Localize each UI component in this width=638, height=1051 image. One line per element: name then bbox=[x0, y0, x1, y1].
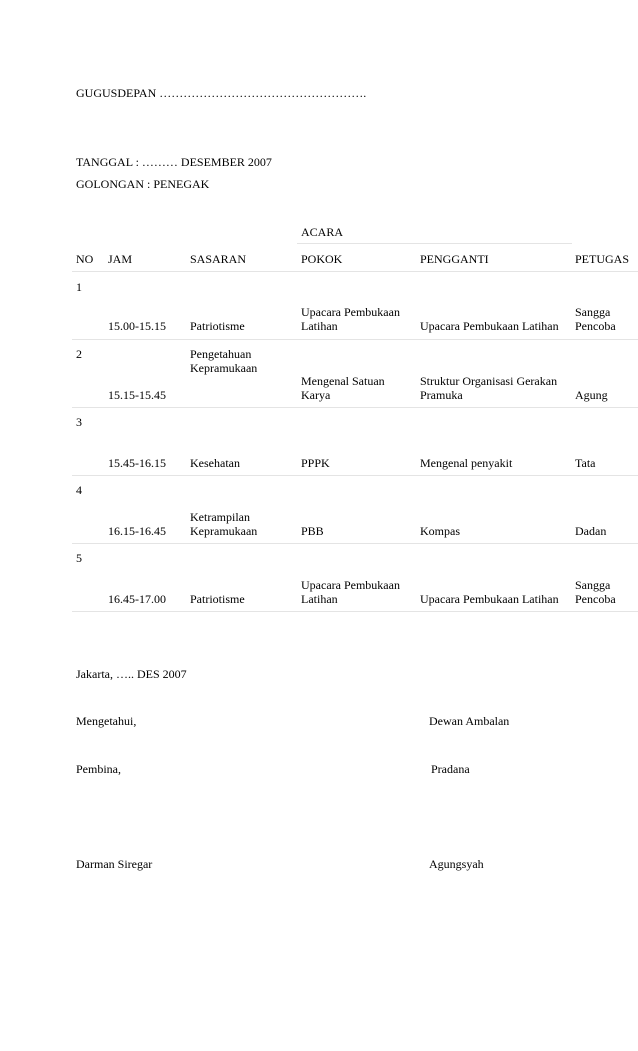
row-target: Pengetahuan bbox=[190, 347, 252, 361]
row-officer: Dadan bbox=[575, 524, 607, 538]
row-number: 3 bbox=[76, 415, 82, 429]
row-target: Kepramukaan bbox=[190, 524, 258, 538]
pradana-name: Agungsyah bbox=[429, 857, 484, 871]
row-officer: Tata bbox=[575, 456, 596, 470]
row-target: Ketrampilan bbox=[190, 510, 250, 524]
pradana-label: Pradana bbox=[431, 762, 470, 776]
row-number: 1 bbox=[76, 280, 82, 294]
row-time: 15.45-16.15 bbox=[108, 456, 166, 470]
pembina-name: Darman Siregar bbox=[76, 857, 153, 871]
row-substitute: Upacara Pembukaan Latihan bbox=[420, 592, 559, 606]
row-rule bbox=[72, 611, 638, 612]
row-substitute: Mengenal penyakit bbox=[420, 456, 513, 470]
row-substitute: Upacara Pembukaan Latihan bbox=[420, 319, 559, 333]
row-rule bbox=[72, 339, 638, 340]
column-header-petugas: PETUGAS bbox=[575, 252, 630, 266]
council-label: Dewan Ambalan bbox=[429, 714, 510, 728]
row-time: 16.15-16.45 bbox=[108, 524, 166, 538]
column-header-sasaran: SASARAN bbox=[190, 252, 247, 266]
row-target: Patriotisme bbox=[190, 592, 245, 606]
acknowledge-label: Mengetahui, bbox=[76, 714, 137, 728]
column-header-jam: JAM bbox=[108, 252, 133, 266]
row-officer: Pencoba bbox=[575, 319, 616, 333]
row-rule bbox=[72, 407, 638, 408]
header-rule bbox=[72, 271, 638, 272]
row-officer: Sangga bbox=[575, 305, 611, 319]
row-topic: Latihan bbox=[301, 592, 338, 606]
row-officer: Pencoba bbox=[575, 592, 616, 606]
row-rule bbox=[72, 543, 638, 544]
pembina-label: Pembina, bbox=[76, 762, 121, 776]
gugusdepan-line: GUGUSDEPAN ……………………………………………. bbox=[76, 86, 367, 100]
row-substitute: Kompas bbox=[420, 524, 460, 538]
row-topic: PBB bbox=[301, 524, 324, 538]
row-topic: Latihan bbox=[301, 319, 338, 333]
row-target: Kepramukaan bbox=[190, 361, 258, 375]
row-time: 16.45-17.00 bbox=[108, 592, 166, 606]
row-topic: Karya bbox=[301, 388, 331, 402]
row-officer: Agung bbox=[575, 388, 608, 402]
column-header-pokok: POKOK bbox=[301, 252, 343, 266]
acara-group-header: ACARA bbox=[301, 225, 344, 239]
place-date: Jakarta, ….. DES 2007 bbox=[76, 667, 187, 681]
row-target: Kesehatan bbox=[190, 456, 240, 470]
row-rule bbox=[72, 475, 638, 476]
row-officer: Sangga bbox=[575, 578, 611, 592]
row-topic: Upacara Pembukaan bbox=[301, 578, 400, 592]
row-topic: Mengenal Satuan bbox=[301, 374, 385, 388]
column-header-no: NO bbox=[76, 252, 94, 266]
golongan-line: GOLONGAN : PENEGAK bbox=[76, 177, 210, 191]
row-time: 15.15-15.45 bbox=[108, 388, 166, 402]
column-header-pengganti: PENGGANTI bbox=[420, 252, 489, 266]
group-header-rule bbox=[297, 243, 572, 244]
row-number: 5 bbox=[76, 551, 82, 565]
tanggal-line: TANGGAL : ……… DESEMBER 2007 bbox=[76, 155, 272, 169]
row-topic: Upacara Pembukaan bbox=[301, 305, 400, 319]
row-target: Patriotisme bbox=[190, 319, 245, 333]
row-time: 15.00-15.15 bbox=[108, 319, 166, 333]
row-number: 2 bbox=[76, 347, 82, 361]
row-number: 4 bbox=[76, 483, 82, 497]
row-topic: PPPK bbox=[301, 456, 330, 470]
row-substitute: Struktur Organisasi Gerakan bbox=[420, 374, 558, 388]
row-substitute: Pramuka bbox=[420, 388, 463, 402]
